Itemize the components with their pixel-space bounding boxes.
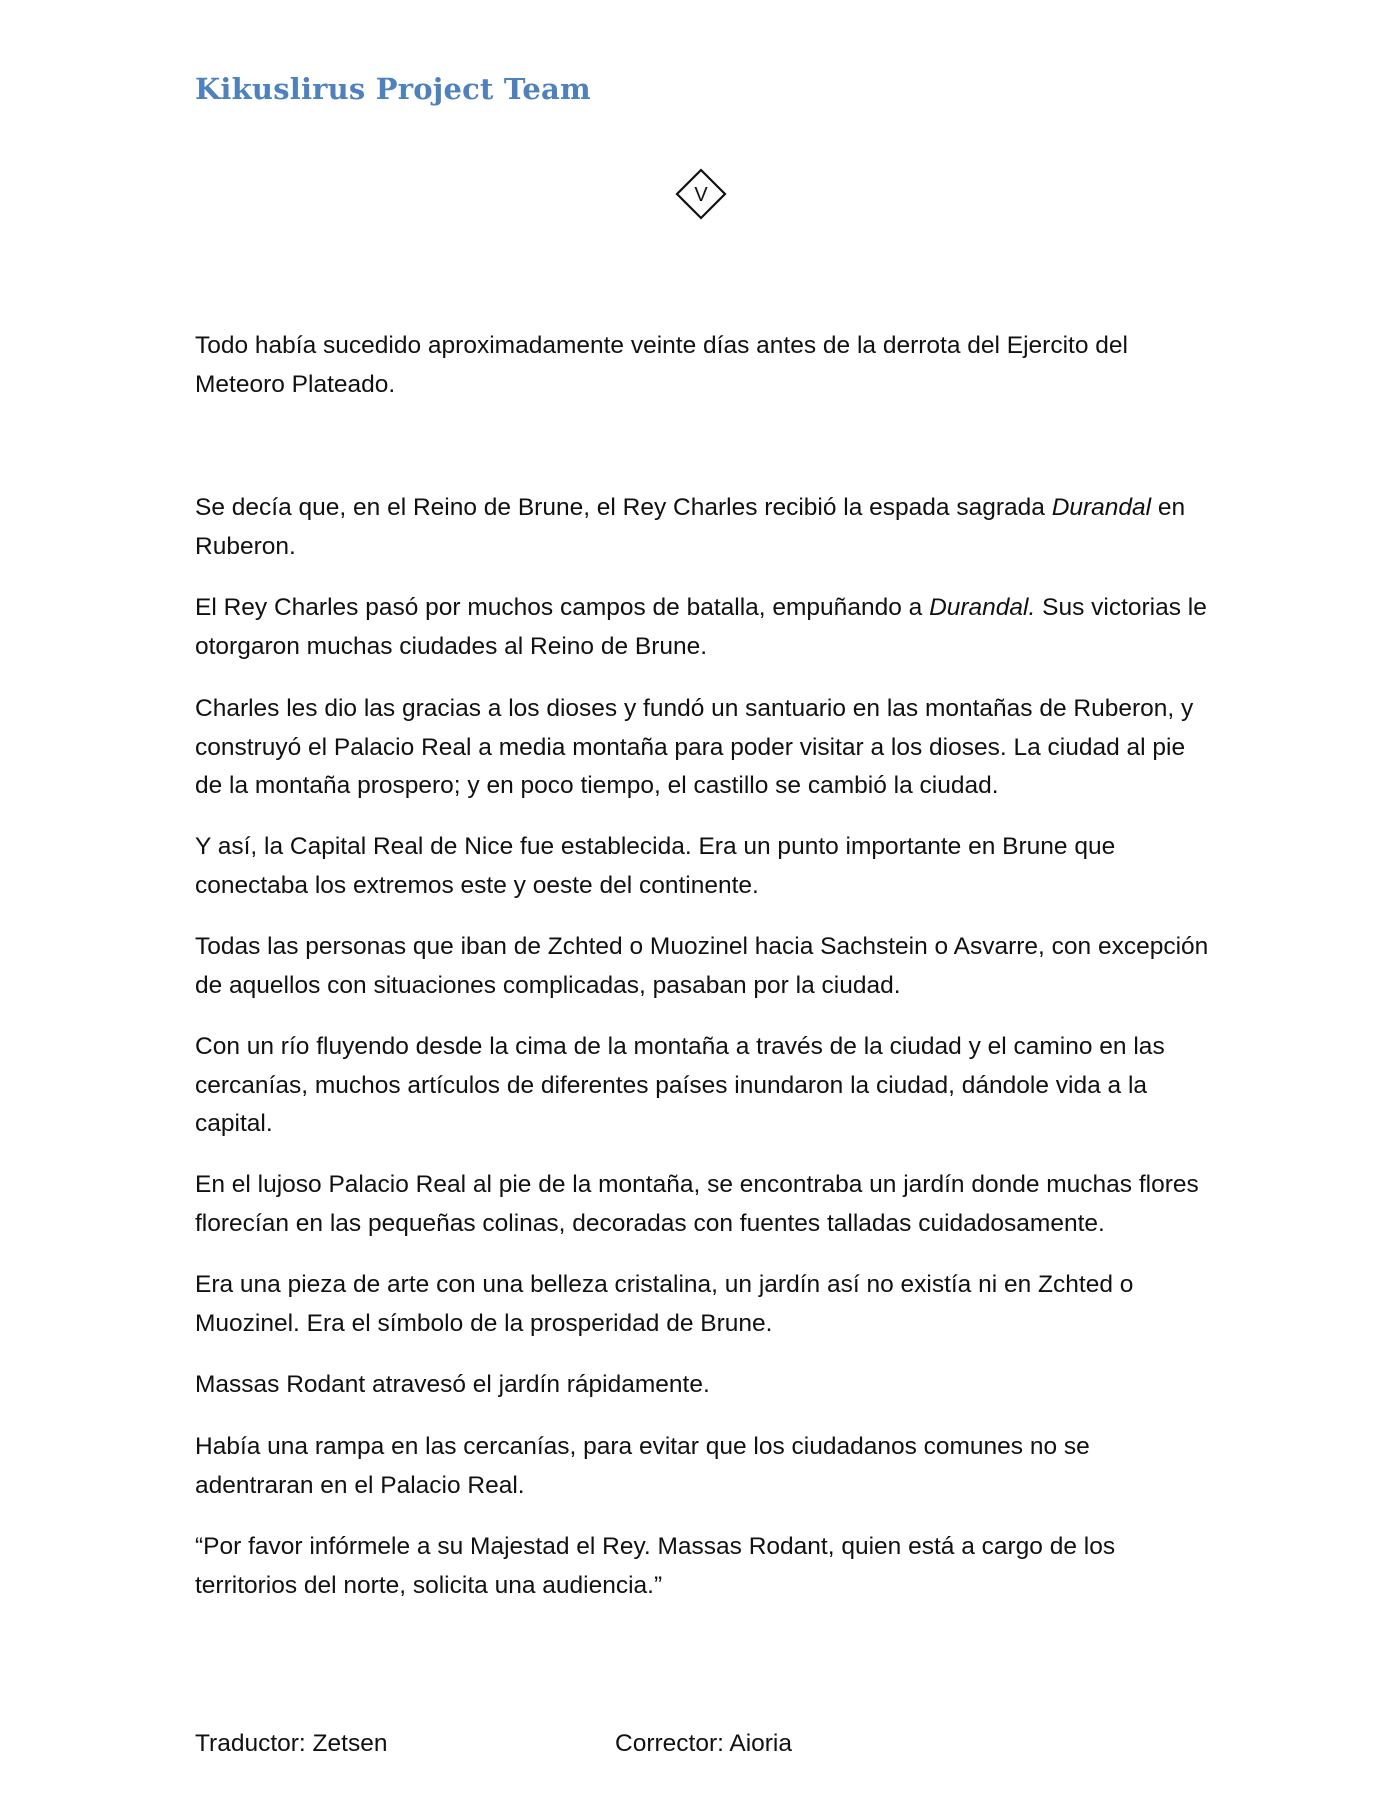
paragraph-7: Con un río fluyendo desde la cima de la montaña a través de la ciudad y el camino en las cercanías, muchos artículos de diferentes países inundaron la ciudad, dándole vida a la capital.: [195, 1033, 1165, 1137]
paragraph-3-text-b: Sus victorias le otorgaron muchas ciudades al Reino de Brune.: [195, 594, 1207, 660]
paragraph-4: Charles les dio las gracias a los dioses y fundó un santuario en las montañas de Ruberon, y construyó el Palacio Real a media montaña para poder visitar a los dioses. La ciudad al pie de la montaña prospero; y en poco tiempo, el castillo se cambió la ciudad.: [195, 695, 1194, 799]
paragraph-5: Y así, la Capital Real de Nice fue establecida. Era un punto importante en Brune que conectaba los extremos este y oeste del continente.: [195, 833, 1116, 899]
paragraph-9: Era una pieza de arte con una belleza cristalina, un jardín así no existía ni en Zchted o Muozinel. Era el símbolo de la prosperidad de Brune.: [195, 1271, 1134, 1337]
paragraph-2-text-a: Se decía que, en el Reino de Brune, el Rey Charles recibió la espada sagrada: [195, 494, 1052, 521]
corrector-credit: Corrector: Aioria: [615, 1730, 793, 1757]
paragraph-10: Massas Rodant atravesó el jardín rápidamente.: [195, 1371, 710, 1398]
translator-credit: Traductor: Zetsen: [195, 1730, 388, 1757]
paragraph-11: Había una rampa en las cercanías, para evitar que los ciudadanos comunes no se adentraran en el Palacio Real.: [195, 1433, 1090, 1499]
paragraph-3-italic: Durandal.: [929, 594, 1036, 621]
paragraph-3: [195, 589, 1210, 666]
paragraph-3-text-a: El Rey Charles pasó por muchos campos de batalla, empuñando a: [195, 594, 930, 621]
paragraph-8: En el lujoso Palacio Real al pie de la montaña, se encontraba un jardín donde muchas flores florecían en las pequeñas colinas, decoradas con fuentes talladas cuidadosamente.: [195, 1171, 1199, 1237]
paragraph-12: “Por favor infórmele a su Majestad el Rey. Massas Rodant, quien está a cargo de los territorios del norte, solicita una audiencia.”: [195, 1533, 1116, 1599]
header-title: Kikuslirus Project Team: [195, 72, 591, 106]
paragraph-2: [195, 489, 1210, 566]
paragraph-2-text-b: en Ruberon.: [195, 494, 1186, 560]
paragraph-6: Todas las personas que iban de Zchted o Muozinel hacia Sachstein o Asvarre, con excepción de aquellos con situaciones complicadas, pasaban por la ciudad.: [195, 933, 1209, 999]
diamond-chapter-icon: [675, 168, 727, 220]
chapter-number: V: [694, 184, 708, 206]
paragraph-1: Todo había sucedido aproximadamente veinte días antes de la derrota del Ejercito del Meteoro Plateado.: [195, 332, 1128, 398]
paragraph-2-italic: Durandal: [1051, 494, 1152, 521]
